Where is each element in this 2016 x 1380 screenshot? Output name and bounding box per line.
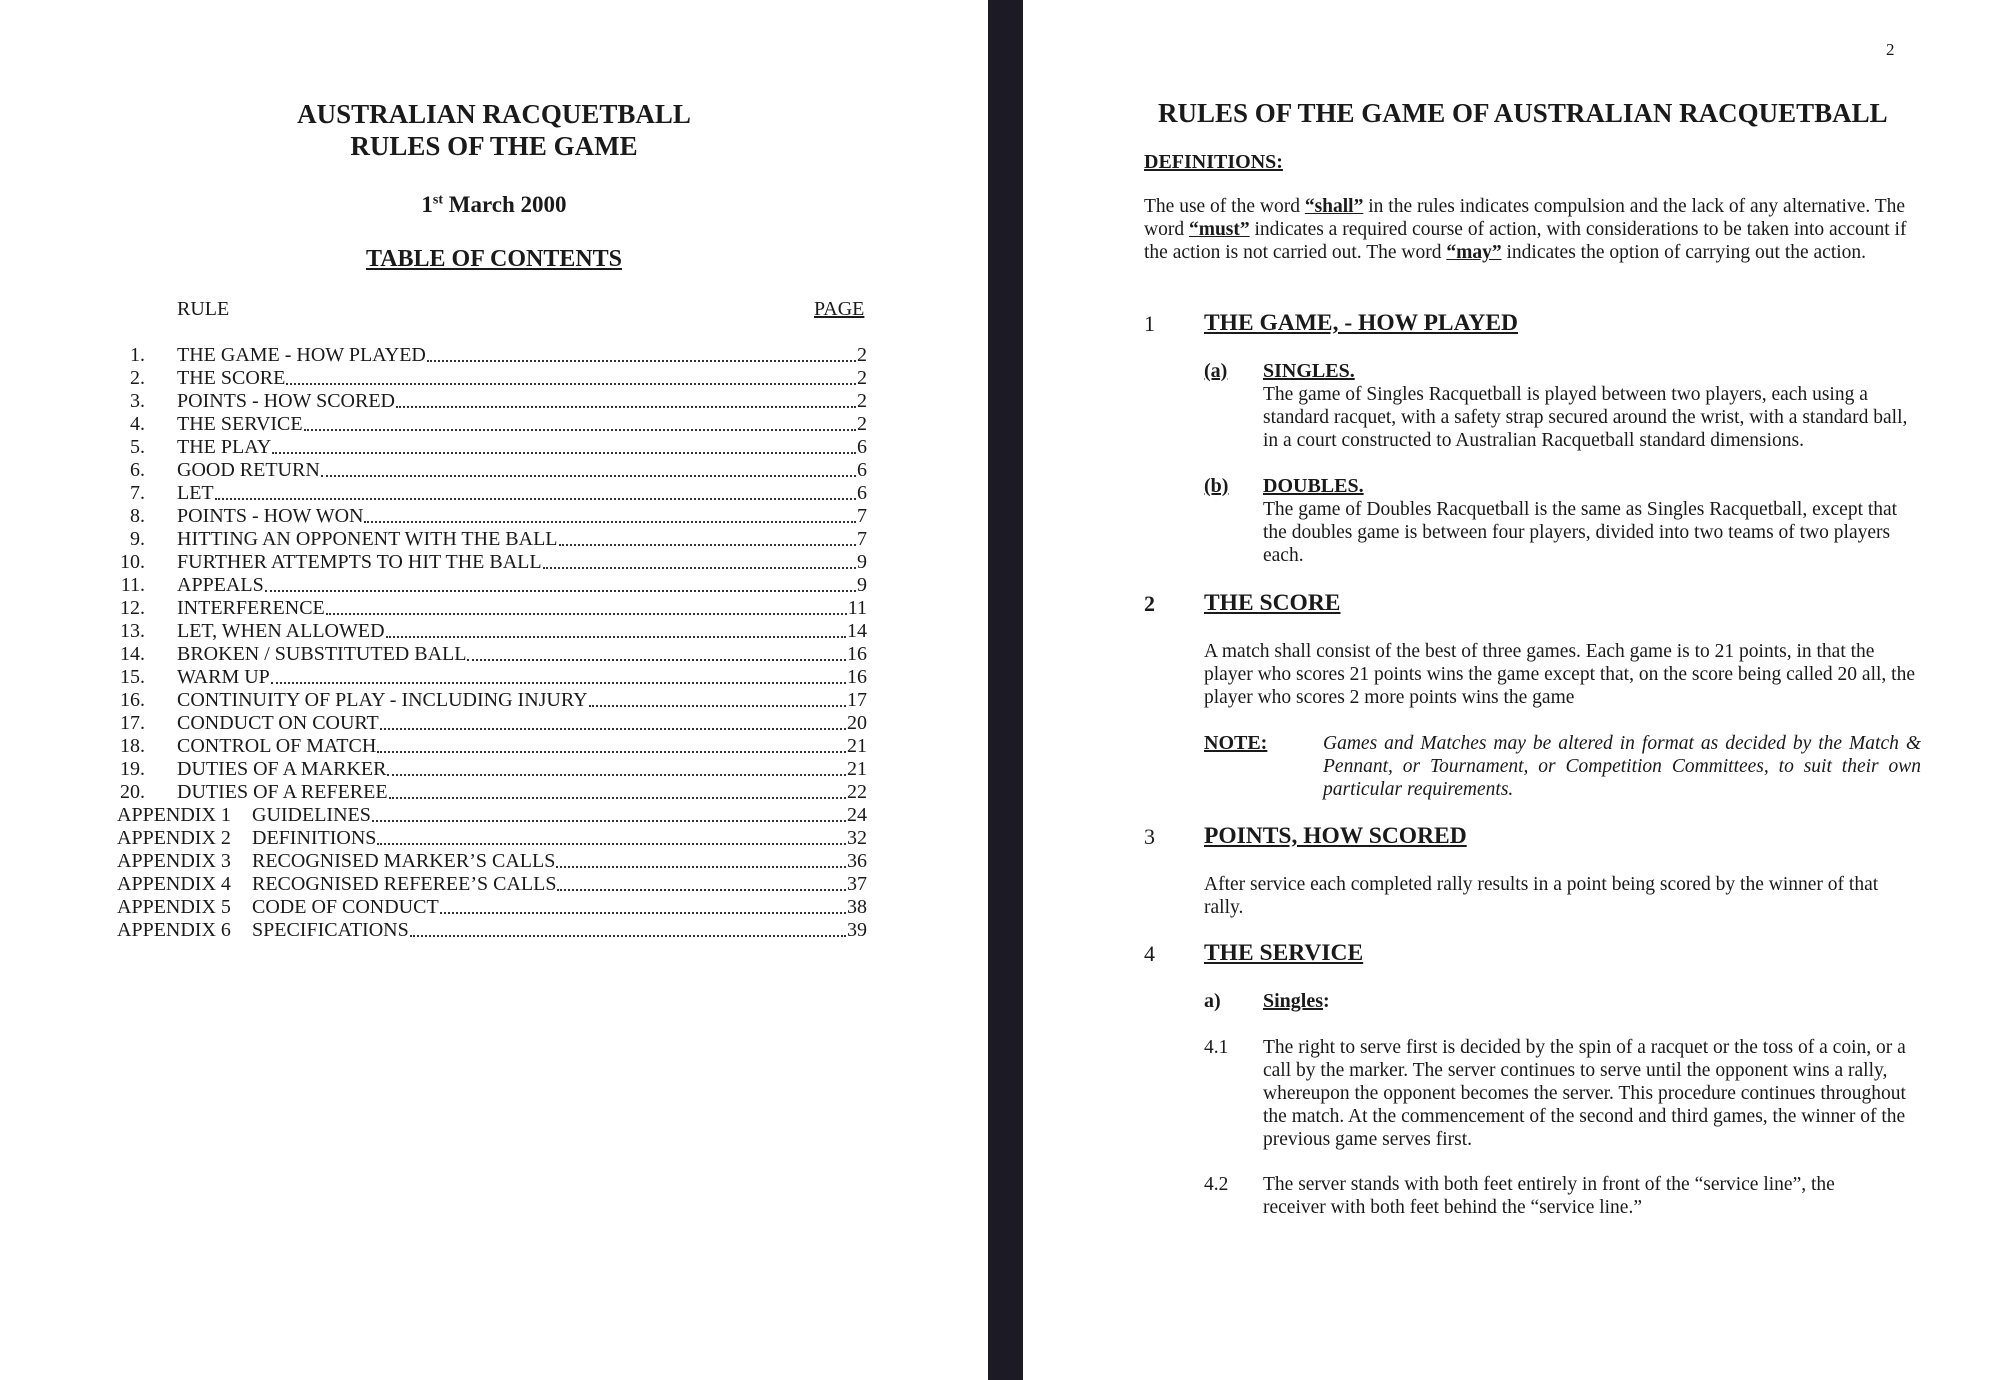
word-may: “may” [1446,242,1502,263]
toc-entry-line [177,459,867,482]
toc-entry-title: THE SERVICE [177,413,303,435]
toc-heading: TABLE OF CONTENTS [365,246,623,272]
toc-appendix-entry[interactable] [117,896,867,919]
section-4a-heading [1263,990,1330,1013]
date-day: 1 [421,192,433,217]
toc-dot-leader [321,474,856,477]
toc-entry-page: 24 [847,804,867,826]
toc-entry-title: APPEALS [177,574,264,596]
toc-dot-leader [440,911,846,914]
toc-dot-leader [372,819,846,822]
toc-dot-leader [559,543,856,546]
toc-entry-title: THE PLAY [177,436,272,458]
toc-rule-entry[interactable] [117,735,867,758]
toc-entry-title: INTERFERENCE [177,597,325,619]
toc-rule-entry[interactable] [117,712,867,735]
toc-entry-line [177,367,867,390]
toc-dot-leader [272,451,856,454]
toc-entry-number: APPENDIX 5 [117,896,231,918]
toc-entry-number: 18. [120,735,145,757]
toc-entry-title: HITTING AN OPPONENT WITH THE BALL [177,528,558,550]
toc-column-rule: RULE [177,298,230,320]
toc-entry-line [177,735,867,758]
toc-dot-leader [364,520,856,523]
toc-entry-page: 2 [857,344,867,366]
toc-dot-leader [556,865,846,868]
toc-appendix-entry[interactable] [117,850,867,873]
toc-entry-number: APPENDIX 3 [117,850,231,872]
toc-entry-title: POINTS - HOW SCORED [177,390,395,412]
toc-appendix-entry[interactable] [117,827,867,850]
section-1b-text: The game of Doubles Racquetball is the same as Singles Racquetball, except that the doubles game is between four players, divided into two teams of two players each. [1263,499,1898,566]
right-page [1023,0,2016,1380]
toc-dot-leader [265,589,856,592]
toc-rule-entry[interactable] [117,574,867,597]
toc-dot-leader [286,382,856,385]
toc-appendix-entry[interactable] [117,873,867,896]
toc-entry-page: 7 [857,505,867,527]
toc-entry-page: 39 [847,919,867,941]
section-2-number: 2 [1144,591,1155,616]
toc-rule-entry[interactable] [117,689,867,712]
toc-entry-number: 3. [130,390,145,412]
word-shall: “shall” [1304,196,1364,217]
toc-entry-line [177,505,867,528]
toc-entry-number: APPENDIX 6 [117,919,231,941]
definitions-text: indicates a required course of action, with considerations to be taken into account if the action is not carried out. The word [1144,219,1907,263]
note-text: Games and Matches may be altered in format as decided by the Match & Pennant, or Tournament, or Competition Committees, to suit their own particular requirements. [1323,733,1921,800]
toc-rule-entry[interactable] [117,482,867,505]
toc-rule-entry[interactable] [117,505,867,528]
section-4-title: THE SERVICE [1204,940,1364,966]
toc-dot-leader [467,658,846,661]
page-number: 2 [1886,40,1895,59]
toc-dot-leader [326,612,847,615]
toc-entry-number: 1. [130,344,145,366]
toc-entry-title: GUIDELINES [252,804,371,826]
toc-entry-number: APPENDIX 2 [117,827,231,849]
definitions-heading: DEFINITIONS: [1144,151,1283,173]
toc-column-page: PAGE [814,298,865,320]
toc-rule-entry[interactable] [117,436,867,459]
section-4a-colon: : [1323,990,1330,1012]
toc-entry-title: THE SCORE [177,367,286,389]
toc-rule-entry[interactable] [117,758,867,781]
toc-entry-page: 7 [857,528,867,550]
toc-rule-entry[interactable] [117,551,867,574]
toc-entry-page: 11 [847,597,867,619]
toc-dot-leader [427,359,856,362]
definitions-text: in the rules indicates compulsion and the lack of any alternative. The word [1144,196,1906,240]
toc-dot-leader [396,405,856,408]
toc-entry-title: CODE OF CONDUCT [252,896,439,918]
section-1-number: 1 [1144,311,1155,336]
toc-entry-number: 5. [130,436,145,458]
toc-dot-leader [387,773,846,776]
toc-entry-number: 11. [120,574,145,596]
toc-appendix-entry[interactable] [117,919,867,942]
toc-entry-title: DUTIES OF A REFEREE [177,781,388,803]
toc-entry-page: 6 [857,482,867,504]
toc-entry-line [177,413,867,436]
section-4a-title: Singles [1263,990,1324,1012]
toc-entry-line [177,689,867,712]
rules-title: RULES OF THE GAME OF AUSTRALIAN RACQUETBALL [1158,98,1888,128]
toc-entry-page: 6 [857,459,867,481]
toc-entry-title: CONTINUITY OF PLAY - INCLUDING INJURY [177,689,588,711]
toc-entry-title: GOOD RETURN [177,459,320,481]
toc-entry-title: SPECIFICATIONS [252,919,409,941]
section-3-number: 3 [1144,824,1155,849]
toc-rule-entry[interactable] [117,528,867,551]
toc-entry-line [177,712,867,735]
toc-entry-title: RECOGNISED REFEREE’S CALLS [252,873,557,895]
toc-entry-page: 6 [857,436,867,458]
date-suffix: st [432,192,444,208]
toc-entry-title: DEFINITIONS [252,827,377,849]
toc-entry-line [252,873,867,896]
section-4a-label: a) [1204,990,1221,1012]
toc-entry-line [177,528,867,551]
toc-rule-entry[interactable] [117,413,867,436]
toc-dot-leader [377,750,846,753]
definitions-text: The use of the word [1144,196,1305,217]
toc-entry-number: 15. [120,666,145,688]
toc-entry-number: 14. [120,643,145,665]
toc-dot-leader [377,842,846,845]
toc-dot-leader [557,888,846,891]
toc-dot-leader [589,704,846,707]
section-1a-label: (a) [1204,360,1228,382]
toc-entry-page: 16 [847,666,867,688]
definitions-text: indicates the option of carrying out the action. [1501,242,1867,263]
toc-entry-line [177,597,867,620]
toc-entry-line [177,551,867,574]
toc-entry-page: 9 [857,574,867,596]
document-title-line2: RULES OF THE GAME [350,131,638,161]
toc-entry-title: POINTS - HOW WON [177,505,364,527]
section-1b-label: (b) [1204,475,1229,497]
toc-entry-line [177,436,867,459]
toc-rule-entry[interactable] [117,597,867,620]
toc-entry-page: 9 [857,551,867,573]
toc-entry-number: 20. [120,781,145,803]
section-1-title: THE GAME, - HOW PLAYED [1204,310,1519,336]
toc-entry-number: 8. [130,505,145,527]
toc-entry-number: 6. [130,459,145,481]
toc-dot-leader [543,566,856,569]
toc-dot-leader [410,934,846,937]
toc-entry-number: 7. [130,482,145,504]
toc-entry-page: 32 [847,827,867,849]
toc-rule-entry[interactable] [117,344,867,367]
toc-entry-number: 10. [120,551,145,573]
toc-dot-leader [389,796,846,799]
rule-4-2-number: 4.2 [1204,1174,1229,1195]
toc-entry-title: BROKEN / SUBSTITUTED BALL [177,643,467,665]
toc-dot-leader [215,497,856,500]
toc-entry-page: 14 [847,620,867,642]
toc-entry-page: 36 [847,850,867,872]
section-1b-title: DOUBLES. [1263,475,1364,497]
toc-entry-number: 19. [120,758,145,780]
toc-appendix-entry[interactable] [117,804,867,827]
section-2-text: A match shall consist of the best of three games. Each game is to 21 points, in that the player who scores 21 points wins the game except that, on the score being called 20 all, the player who scores 2 more points wins the game [1204,641,1915,708]
toc-dot-leader [386,635,846,638]
toc-entry-line [252,896,867,919]
toc-entry-line [252,827,867,850]
toc-rule-entry[interactable] [117,620,867,643]
definitions-paragraph [1144,195,1914,264]
toc-rule-entry[interactable] [117,643,867,666]
toc-entry-number: 12. [120,597,145,619]
section-2-title: THE SCORE [1204,590,1341,616]
toc-entry-title: THE GAME - HOW PLAYED [177,344,426,366]
toc-entry-page: 37 [847,873,867,895]
document-title-line1: AUSTRALIAN RACQUETBALL [297,99,691,129]
toc-entry-page: 2 [857,413,867,435]
toc-entry-page: 16 [847,643,867,665]
toc-entry-line [177,574,867,597]
toc-rule-entry[interactable] [117,666,867,689]
toc-entry-title: WARM UP [177,666,270,688]
document-date [0,192,988,218]
page-gutter [988,0,1023,1380]
toc-entry-number: APPENDIX 4 [117,873,231,895]
toc-dot-leader [304,428,856,431]
toc-entry-number: 2. [130,367,145,389]
toc-entry-page: 20 [847,712,867,734]
note-label: NOTE: [1204,732,1268,754]
rule-4-1-number: 4.1 [1204,1037,1229,1058]
section-1a-title: SINGLES. [1263,360,1355,382]
toc-entry-line [177,390,867,413]
left-page [0,0,988,1380]
toc-entry-number: APPENDIX 1 [117,804,231,826]
toc-rule-entry[interactable] [117,390,867,413]
toc-entry-page: 2 [857,390,867,412]
toc-entry-line [177,781,867,804]
toc-entry-line [177,758,867,781]
section-1a-text: The game of Singles Racquetball is played between two players, each using a standard racquet, with a safety strap secured around the wrist, with a standard ball, in a court constructed to Australian Racquetball standard dimensions. [1263,384,1908,451]
toc-entry-title: LET [177,482,214,504]
toc-entry-line [252,804,867,827]
toc-entry-line [177,643,867,666]
toc-entry-page: 38 [847,896,867,918]
rule-4-1-text: The right to serve first is decided by the spin of a racquet or the toss of a coin, or a call by the marker. The server continues to serve until the opponent wins a rally, whereupon the opponent becomes the server. This procedure continues throughout the match. At the commencement of the second and third games, the winner of the previous game serves first. [1263,1037,1906,1150]
toc-entry-page: 21 [847,758,867,780]
section-3-title: POINTS, HOW SCORED [1204,823,1467,849]
toc-entry-number: 16. [120,689,145,711]
toc-entry-number: 4. [130,413,145,435]
toc-entry-page: 17 [847,689,867,711]
toc-entry-title: CONTROL OF MATCH [177,735,377,757]
toc-entry-page: 2 [857,367,867,389]
toc-entry-title: LET, WHEN ALLOWED [177,620,385,642]
word-must: “must” [1188,219,1250,240]
toc-entry-title: FURTHER ATTEMPTS TO HIT THE BALL [177,551,542,573]
toc-entry-line [177,666,867,689]
toc-entry-number: 17. [120,712,145,734]
toc-entry-number: 9. [130,528,145,550]
toc-rule-entry[interactable] [117,459,867,482]
toc-entry-page: 22 [847,781,867,803]
toc-entry-title: DUTIES OF A MARKER [177,758,387,780]
toc-rule-entry[interactable] [117,781,867,804]
rule-4-2-text: The server stands with both feet entirely in front of the “service line”, the receiver with both feet behind the “service line.” [1263,1174,1835,1218]
toc-entry-line [177,344,867,367]
toc-entry-title: RECOGNISED MARKER’S CALLS [252,850,556,872]
date-rest: March 2000 [443,192,567,217]
toc-entry-line [177,482,867,505]
toc-entry-line [177,620,867,643]
toc-entry-line [252,919,867,942]
toc-entry-title: CONDUCT ON COURT [177,712,379,734]
toc-dot-leader [380,727,846,730]
section-3-text: After service each completed rally results in a point being scored by the winner of that rally. [1204,874,1879,918]
toc-dot-leader [271,681,846,684]
section-4-number: 4 [1144,941,1155,966]
toc-rule-entry[interactable] [117,367,867,390]
toc-entry-number: 13. [120,620,145,642]
toc-entry-page: 21 [847,735,867,757]
toc-entry-line [252,850,867,873]
